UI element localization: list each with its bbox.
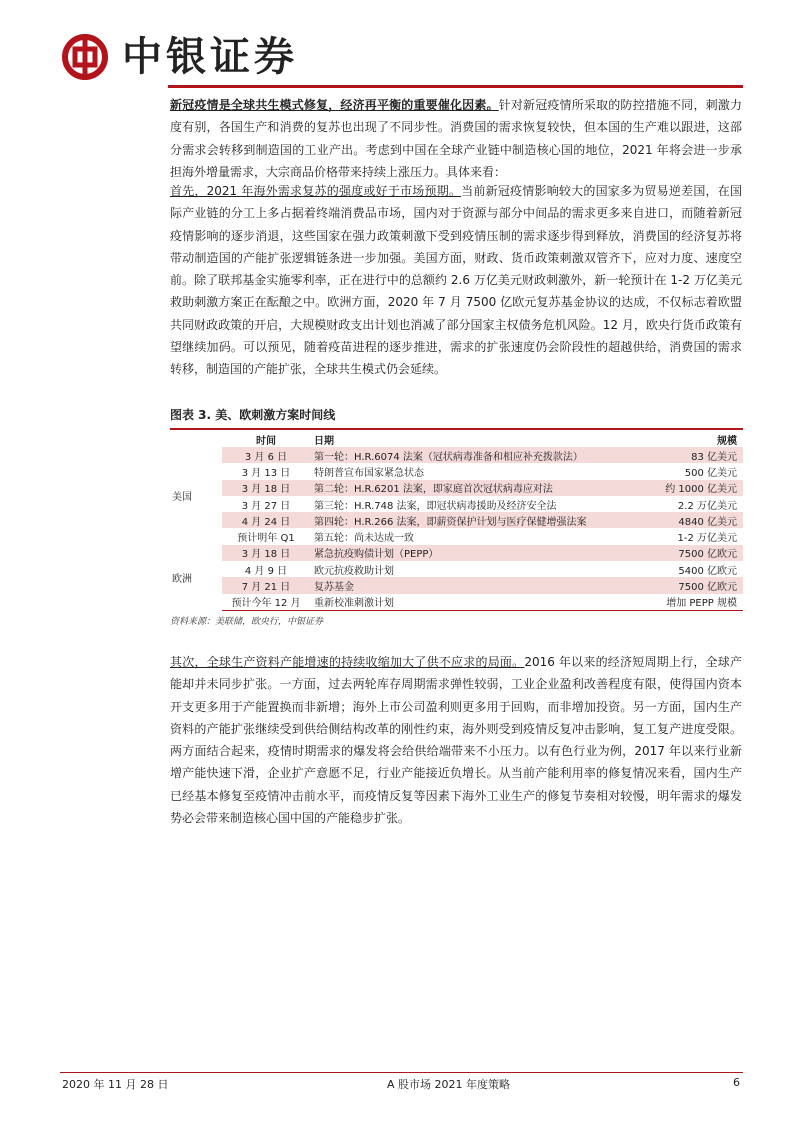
table-row: 4 月 9 日 欧元抗疫救助计划 5400 亿欧元 bbox=[244, 565, 737, 577]
region-us: 美国 bbox=[170, 447, 222, 545]
table-row: 3 月 13 日 特朗普宣布国家紧急状态 500 亿美元 bbox=[241, 467, 737, 479]
paragraph-first-lead: 首先，2021 年海外需求复苏的强度或好于市场预期。 bbox=[170, 184, 462, 198]
table-row: 3 月 27 日 第三轮：H.R.748 法案，即冠状病毒援助及经济安全法 2.2 万亿美元 bbox=[241, 500, 737, 512]
header-rule bbox=[168, 85, 743, 88]
paragraph-second-lead: 其次，全球生产资料产能增速的持续收缩加大了供不应求的局面。 bbox=[170, 655, 525, 669]
paragraph-second-body: 2016 年以来的经济短周期上行，全球产能却并未同步扩张。一方面，过去两轮库存周期需求弹性较弱，工业企业盈利改善程度有限，使得国内资本开支更多用于产能置换而非新增；海外上市公司盈利则更多用于回购，而非增加投资。另一方面，国内生产资料的产能扩张继续受到供给侧结构改革的刚性约束，海外则受到疫情反复冲击影响，复工复产进度受限。两方面结合起来，疫情时期需求的爆发将会给供给端带来不小压力。以有色行业为例，2017 年以来行业新增产能快速下滑，企业扩产意愿不足，行业产能接近负增长。从当前产能利用率的修复情况来看，国内生产已经基本修复至疫情冲击前水平，而疫情反复等因素下海外工业生产的修复节奏相对较慢，明年需求的爆发势必会带来制造核心国中国的产能稳步扩张。 bbox=[170, 655, 742, 826]
figure-source: 资料来源：美联储，欧央行，中银证券 bbox=[170, 617, 324, 627]
page-number: 6 bbox=[733, 1076, 740, 1089]
intro-lead: 新冠疫情是全球共生模式修复，经济再平衡的重要催化因素。 bbox=[170, 98, 499, 112]
table-row: 7 月 21 日 复苏基金 7500 亿欧元 bbox=[170, 577, 743, 593]
header-date: 日期 bbox=[314, 435, 334, 447]
table-row: 欧洲 3 月 18 日 紧急抗疫购债计划（PEPP） 7500 亿欧元 bbox=[170, 545, 743, 561]
table-row: 3 月 18 日 第二轮：H.R.6201 法案，即家庭首次冠状病毒应对法 约 1000 亿美元 bbox=[170, 480, 743, 496]
header bbox=[60, 22, 298, 92]
paragraph-first-body: 当前新冠疫情影响较大的国家多为贸易逆差国，在国际产业链的分工上多占据着终端消费品市场，国内对于资源与部分中间品的需求更多来自进口，而随着新冠疫情影响的逐步消退，这些国家在强力政策刺激下受到疫情压制的需求逐步得到释放，消费国的经济复苏将带动制造国的产能扩张逻辑链条进一步加强。美国方面，财政、货币政策刺激双管齐下，应对力度、速度空前。除了联邦基金实施零利率，正在进行中的总额约 2.6 万亿美元财政刺激外，新一轮预计在 1-2 万亿美元救助刺激方案正在酝酿之中。欧洲方面，2020 年 7 月 7500 亿欧元复苏基金协议的达成，不仅标志着欧盟共同财政政策的开启，大规模财政支出计划也消减了部分国家主权债务危机风险。12 月，欧央行货币政策有望继续加码。可以预见，随着疫苗进程的逐步推进，需求的扩张速度仍会阶段性的超越供给，消费国的需求转移，制造国的产能扩张，全球共生模式仍会延续。 bbox=[170, 184, 742, 377]
footer-title: A 股市场 2021 年度策略 bbox=[387, 1078, 511, 1091]
region-eu: 欧洲 bbox=[170, 545, 222, 611]
footer-date: 2020 年 11 月 28 日 bbox=[62, 1078, 169, 1091]
brand-name: 中银证券 bbox=[122, 34, 298, 80]
table-row: 预计今年 12 月 重新校准刺激计划 增加 PEPP 规模 bbox=[170, 594, 743, 611]
footer-rule bbox=[60, 1072, 743, 1073]
table-row: 预计明年 Q1 第五轮：尚未达成一致 1-2 万亿美元 bbox=[237, 533, 737, 545]
intro-paragraph bbox=[170, 94, 742, 183]
intro-body: 针对新冠疫情所采取的防控措施不同，刺激力度有别，各国生产和消费的复苏也出现了不同步性。消费国的需求恢复较快，但本国的生产难以跟进，这部分需求会转移到制造国的工业产出。考虑到中国在全球产业链中制造核心国的地位，2021 年将会进一步承担海外增量需求，大宗商品价格带来持续上涨压力。具体来看： bbox=[170, 98, 742, 179]
figure-title: 图表 3. 美、欧刺激方案时间线 bbox=[170, 408, 336, 422]
stimulus-table bbox=[170, 431, 743, 611]
table-row: 4 月 24 日 第四轮：H.R.266 法案，即薪资保护计划与医疗保健增强法案 4840 亿美元 bbox=[170, 512, 743, 528]
header-time: 时间 bbox=[256, 435, 276, 447]
table-row: 美国 3 月 6 日 第一轮：H.R.6074 法案（冠状病毒准备和相应补充拨款法） 83 亿美元 bbox=[170, 447, 743, 463]
figure-title-rule bbox=[170, 428, 743, 430]
paragraph-first bbox=[170, 180, 742, 381]
table-header-row bbox=[170, 431, 743, 447]
paragraph-second bbox=[170, 651, 742, 829]
header-scale: 规模 bbox=[717, 435, 737, 447]
boc-logo-icon bbox=[60, 32, 110, 82]
